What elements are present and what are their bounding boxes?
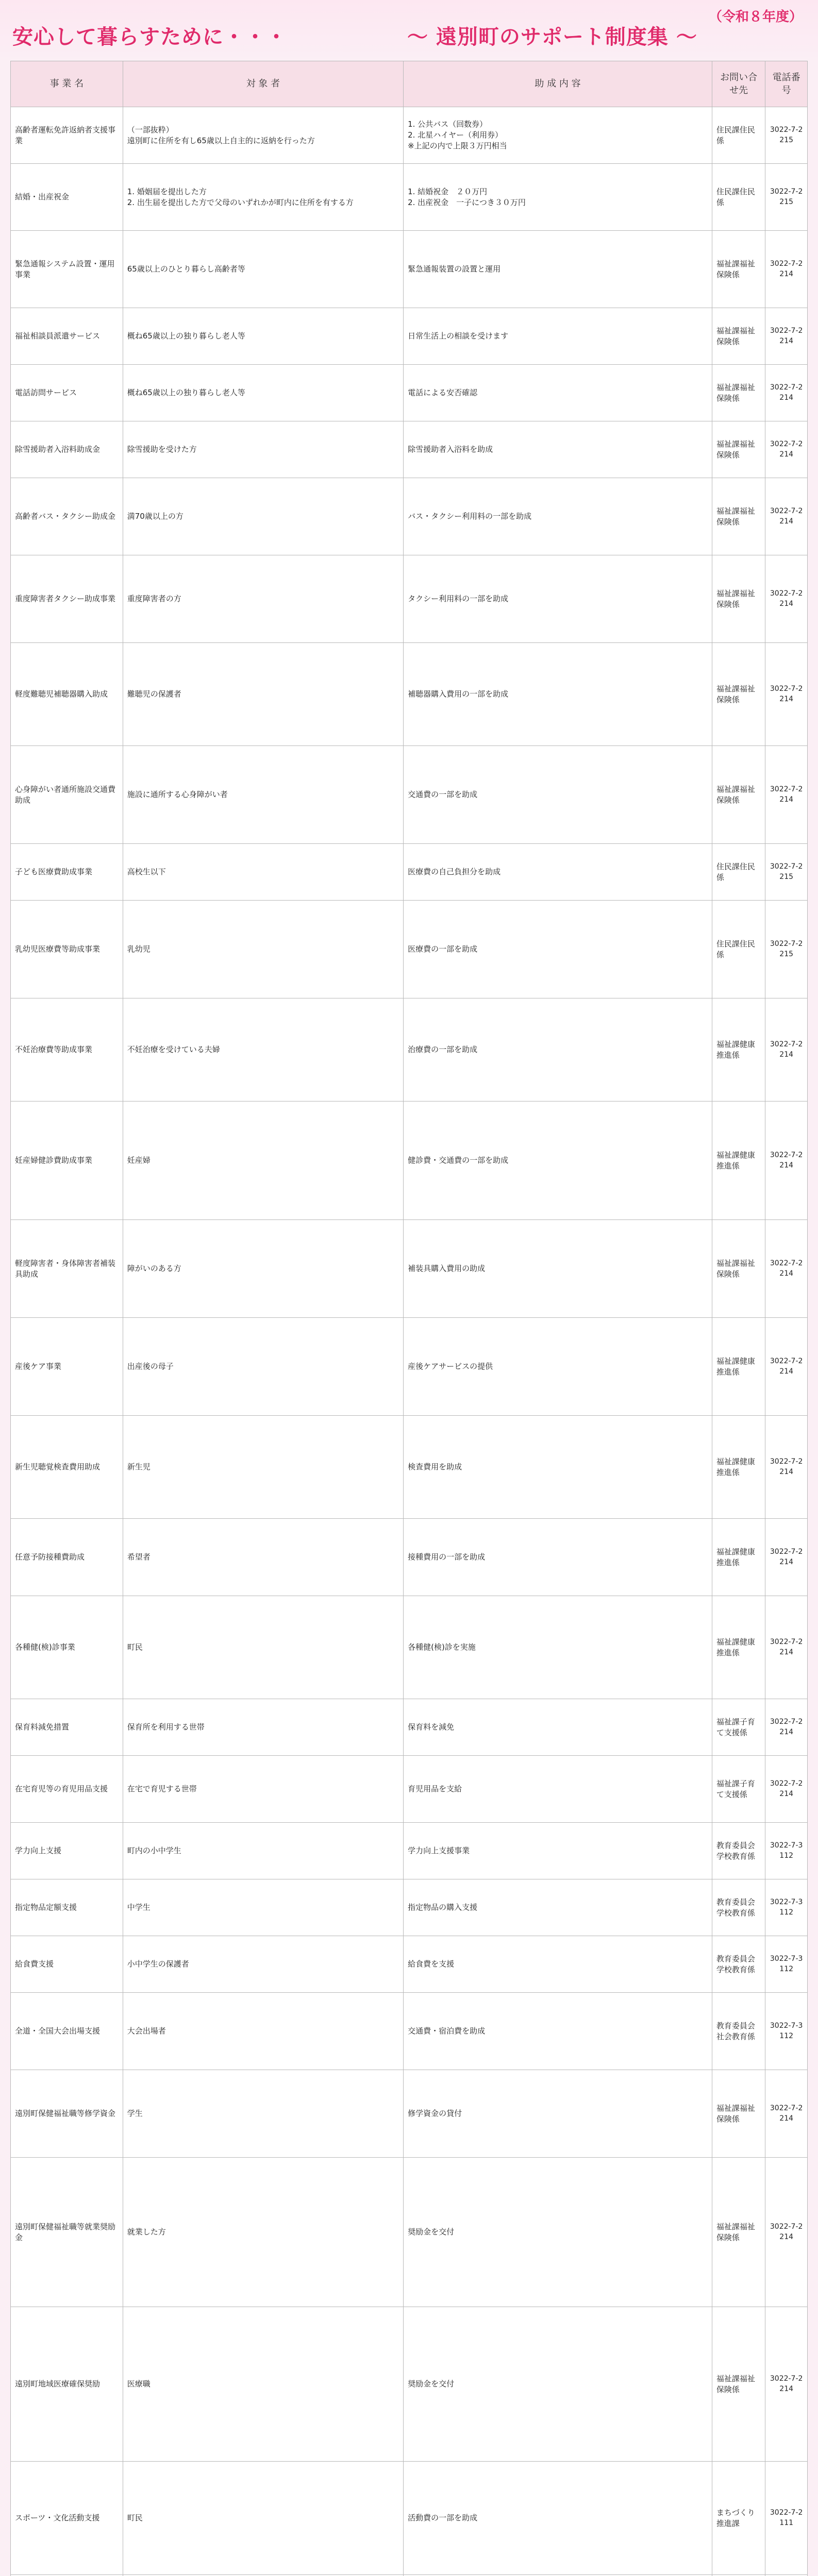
program-name: 学力向上支援 [11,1823,123,1879]
program-content: 補聴器購入費用の一部を助成 [404,643,712,746]
program-name: 軽度障害者・身体障害者補装具助成 [11,1220,123,1318]
program-content: 各種健(検)診を実施 [404,1596,712,1699]
column-header-target: 対 象 者 [123,61,403,107]
column-header-contact: お問い合せ先 [712,61,765,107]
table-row [11,1823,808,1879]
program-name: 遠別町保健福祉職等修学資金 [11,2070,123,2158]
program-target: 不妊治療を受けている夫婦 [123,998,403,1101]
program-name: スポーツ・文化活動支援 [11,2462,123,2575]
program-contact: 住民課住民係 [712,844,765,901]
table-row [11,643,808,746]
program-content: 育児用品を支給 [404,1756,712,1823]
fiscal-year-label: （令和８年度） [708,9,803,25]
program-name: 遠別町保健福祉職等就業奨励金 [11,2158,123,2307]
program-content: 指定物品の購入支援 [404,1879,712,1936]
program-contact: 福祉課福祉保険係 [712,643,765,746]
program-content: 保育料を減免 [404,1699,712,1756]
program-content: 検査費用を助成 [404,1416,712,1519]
table-row [11,998,808,1101]
table-row [11,107,808,164]
program-content: 接種費用の一部を助成 [404,1519,712,1596]
program-target: 出産後の母子 [123,1318,403,1416]
program-phone: 3022-7-2215 [765,107,808,164]
program-contact: 福祉課福祉保険係 [712,478,765,555]
program-contact: 福祉課健康推進係 [712,998,765,1101]
program-name: 子ども医療費助成事業 [11,844,123,901]
column-header-content: 助 成 内 容 [404,61,712,107]
table-row [11,1220,808,1318]
program-target: 重度障害者の方 [123,555,403,643]
program-phone: 3022-7-2214 [765,421,808,478]
table-row [11,231,808,308]
program-content: 治療費の一部を助成 [404,998,712,1101]
program-phone: 3022-7-2214 [765,998,808,1101]
program-content: バス・タクシー利用料の一部を助成 [404,478,712,555]
program-target: 高校生以下 [123,844,403,901]
program-phone: 3022-7-2214 [765,1101,808,1220]
table-row [11,1318,808,1416]
program-content: 健診費・交通費の一部を助成 [404,1101,712,1220]
program-phone: 3022-7-2214 [765,643,808,746]
program-contact: 福祉課福祉保険係 [712,308,765,365]
program-name: 軽度難聴児補聴器購入助成 [11,643,123,746]
program-content: 学力向上支援事業 [404,1823,712,1879]
column-header-phone: 電話番号 [765,61,808,107]
program-content: 交通費・宿泊費を助成 [404,1993,712,2070]
program-phone: 3022-7-2214 [765,478,808,555]
program-phone: 3022-7-2215 [765,844,808,901]
program-name: 不妊治療費等助成事業 [11,998,123,1101]
program-contact: 福祉課福祉保険係 [712,2158,765,2307]
program-target: 保育所を利用する世帯 [123,1699,403,1756]
program-phone: 3022-7-2214 [765,365,808,421]
program-phone: 3022-7-2215 [765,164,808,231]
table-row [11,2307,808,2462]
program-target: （一部抜粋） 遠別町に住所を有し65歳以上自主的に返納を行った方 [123,107,403,164]
program-target: 除雪援助を受けた方 [123,421,403,478]
program-content: 除雪援助者入浴料を助成 [404,421,712,478]
program-content: 活動費の一部を助成 [404,2462,712,2575]
program-target: 新生児 [123,1416,403,1519]
program-phone: 3022-7-2214 [765,2158,808,2307]
program-content: 奨励金を交付 [404,2158,712,2307]
program-phone: 3022-7-2214 [765,1596,808,1699]
table-row [11,421,808,478]
program-content: 補装具購入費用の助成 [404,1220,712,1318]
table-row [11,1519,808,1596]
column-header-name: 事 業 名 [11,61,123,107]
program-phone: 3022-7-3112 [765,1879,808,1936]
program-contact: 福祉課子育て支援係 [712,1699,765,1756]
program-name: 全道・全国大会出場支援 [11,1993,123,2070]
program-target: 町民 [123,1596,403,1699]
program-target: 医療職 [123,2307,403,2462]
program-contact: 教育委員会学校教育係 [712,1823,765,1879]
program-phone: 3022-7-2214 [765,1699,808,1756]
table-header-row [11,61,808,107]
program-phone: 3022-7-3112 [765,1823,808,1879]
table-row [11,164,808,231]
program-name: 乳幼児医療費等助成事業 [11,901,123,998]
program-name: 除雪援助者入浴料助成金 [11,421,123,478]
program-name: 妊産婦健診費助成事業 [11,1101,123,1220]
table-row [11,308,808,365]
program-contact: 福祉課福祉保険係 [712,555,765,643]
program-phone: 3022-7-2214 [765,1318,808,1416]
program-content: 奨励金を交付 [404,2307,712,2462]
program-phone: 3022-7-2214 [765,1220,808,1318]
page-header [0,0,818,57]
program-contact: 福祉課福祉保険係 [712,2070,765,2158]
program-contact: 住民課住民係 [712,164,765,231]
program-content: 日常生活上の相談を受けます [404,308,712,365]
program-target: 1. 婚姻届を提出した方 2. 出生届を提出した方で父母のいずれかが町内に住所を有する方 [123,164,403,231]
program-phone: 3022-7-2214 [765,2307,808,2462]
program-contact: 福祉課福祉保険係 [712,365,765,421]
table-row [11,2462,808,2575]
program-name: 高齢者バス・タクシー助成金 [11,478,123,555]
program-name: 遠別町地域医療確保奨励 [11,2307,123,2462]
program-target: 小中学生の保護者 [123,1936,403,1993]
program-name: 給食費支援 [11,1936,123,1993]
program-target: 満70歳以上の方 [123,478,403,555]
program-content: 交通費の一部を助成 [404,746,712,844]
page-subtitle: ～ 遠別町のサポート制度集 ～ [407,25,697,49]
program-content: 産後ケアサービスの提供 [404,1318,712,1416]
program-name: 電話訪問サービス [11,365,123,421]
program-name: 高齢者運転免許返納者支援事業 [11,107,123,164]
program-target: 学生 [123,2070,403,2158]
table-row [11,1756,808,1823]
program-contact: 福祉課福祉保険係 [712,1220,765,1318]
program-target: 障がいのある方 [123,1220,403,1318]
support-programs-table [10,61,808,2576]
program-name: 心身障がい者通所施設交通費助成 [11,746,123,844]
program-content: 給食費を支援 [404,1936,712,1993]
program-name: 緊急通報システム設置・運用事業 [11,231,123,308]
program-content: 修学資金の貸付 [404,2070,712,2158]
program-contact: 福祉課福祉保険係 [712,746,765,844]
program-target: 町民 [123,2462,403,2575]
program-phone: 3022-7-2214 [765,231,808,308]
program-phone: 3022-7-2214 [765,1756,808,1823]
program-name: 任意予防接種費助成 [11,1519,123,1596]
program-target: 難聴児の保護者 [123,643,403,746]
program-target: 概ね65歳以上の独り暮らし老人等 [123,308,403,365]
program-contact: 福祉課子育て支援係 [712,1756,765,1823]
program-target: 概ね65歳以上の独り暮らし老人等 [123,365,403,421]
table-row [11,1101,808,1220]
program-contact: 福祉課福祉保険係 [712,231,765,308]
program-contact: 教育委員会学校教育係 [712,1879,765,1936]
program-target: 施設に通所する心身障がい者 [123,746,403,844]
program-target: 就業した方 [123,2158,403,2307]
program-name: 産後ケア事業 [11,1318,123,1416]
table-row [11,478,808,555]
program-name: 各種健(検)診事業 [11,1596,123,1699]
table-row [11,2158,808,2307]
program-name: 在宅育児等の育児用品支援 [11,1756,123,1823]
table-row [11,555,808,643]
program-phone: 3022-7-2214 [765,2070,808,2158]
program-phone: 3022-7-3112 [765,1936,808,1993]
program-name: 重度障害者タクシー助成事業 [11,555,123,643]
program-contact: 教育委員会社会教育係 [712,1993,765,2070]
program-phone: 3022-7-2111 [765,2462,808,2575]
program-contact: 福祉課健康推進係 [712,1519,765,1596]
table-row [11,844,808,901]
table-row [11,365,808,421]
program-phone: 3022-7-3112 [765,1993,808,2070]
program-target: 65歳以上のひとり暮らし高齢者等 [123,231,403,308]
program-contact: 福祉課健康推進係 [712,1318,765,1416]
program-content: 1. 結婚祝金 ２０万円 2. 出産祝金 一子につき３０万円 [404,164,712,231]
program-target: 大会出場者 [123,1993,403,2070]
program-contact: 教育委員会学校教育係 [712,1936,765,1993]
table-row [11,1596,808,1699]
program-content: 1. 公共バス（回数券） 2. 北星ハイヤー（利用券） ※上記の内で上限３万円相当 [404,107,712,164]
program-phone: 3022-7-2214 [765,1416,808,1519]
program-name: 福祉相談員派遣サービス [11,308,123,365]
program-content: 電話による安否確認 [404,365,712,421]
program-name: 新生児聴覚検査費用助成 [11,1416,123,1519]
program-contact: まちづくり推進課 [712,2462,765,2575]
program-phone: 3022-7-2214 [765,308,808,365]
table-row [11,901,808,998]
table-row [11,746,808,844]
program-contact: 住民課住民係 [712,107,765,164]
program-target: 中学生 [123,1879,403,1936]
table-row [11,1993,808,2070]
program-name: 結婚・出産祝金 [11,164,123,231]
program-content: タクシー利用料の一部を助成 [404,555,712,643]
program-target: 町内の小中学生 [123,1823,403,1879]
program-target: 乳幼児 [123,901,403,998]
program-name: 保育料減免措置 [11,1699,123,1756]
program-contact: 福祉課福祉保険係 [712,2307,765,2462]
page-title: 安心して暮らすために・・・ [12,25,287,49]
program-content: 医療費の自己負担分を助成 [404,844,712,901]
program-contact: 住民課住民係 [712,901,765,998]
program-phone: 3022-7-2214 [765,1519,808,1596]
program-phone: 3022-7-2214 [765,746,808,844]
table-row [11,1699,808,1756]
table-row [11,2070,808,2158]
program-contact: 福祉課健康推進係 [712,1416,765,1519]
program-contact: 福祉課福祉保険係 [712,421,765,478]
program-content: 医療費の一部を助成 [404,901,712,998]
program-target: 妊産婦 [123,1101,403,1220]
program-phone: 3022-7-2214 [765,555,808,643]
program-contact: 福祉課健康推進係 [712,1596,765,1699]
program-content: 緊急通報装置の設置と運用 [404,231,712,308]
table-row [11,1936,808,1993]
table-row [11,1879,808,1936]
program-phone: 3022-7-2215 [765,901,808,998]
program-name: 指定物品定額支援 [11,1879,123,1936]
program-target: 在宅で育児する世帯 [123,1756,403,1823]
table-row [11,1416,808,1519]
program-contact: 福祉課健康推進係 [712,1101,765,1220]
program-target: 希望者 [123,1519,403,1596]
